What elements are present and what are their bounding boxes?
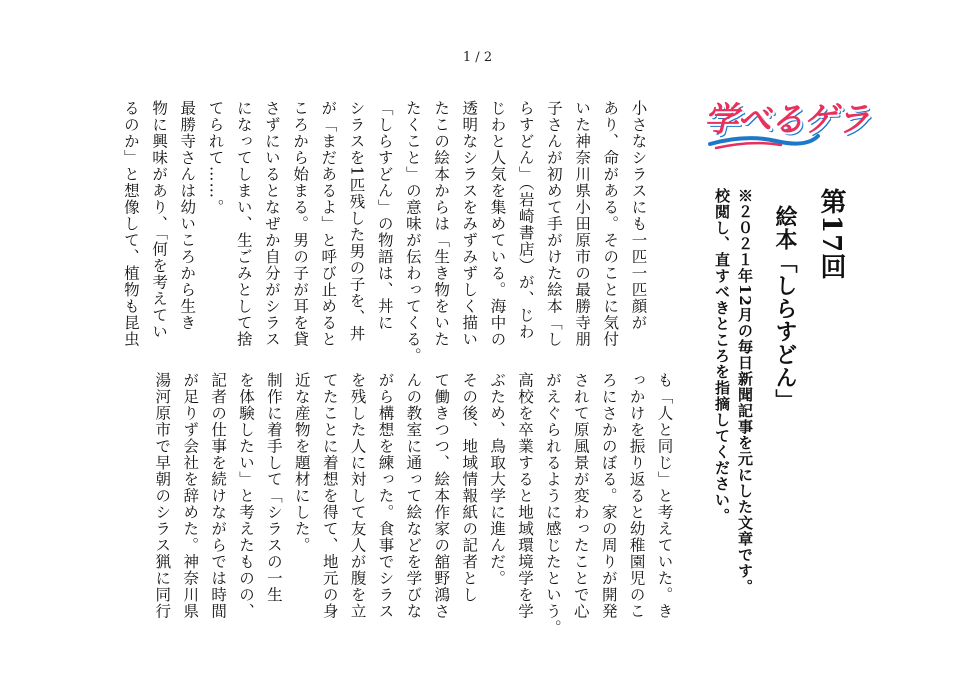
text-column: がえぐられるように感じたという。: [543, 372, 562, 636]
text-column: が「まだあるよ」と呼び止めると: [319, 100, 338, 348]
text-column: じわと人気を集めている。海中の: [488, 100, 507, 348]
text-column: その後、地域情報紙の記者とし: [460, 372, 479, 603]
text-column: っかけを振り返ると幼稚園児のこ: [627, 372, 646, 620]
text-column: 高校を卒業すると地域環境学を学: [516, 372, 534, 620]
text-column: シラスを1匹残した男の子を、丼: [347, 100, 366, 342]
text-column: ろにさかのぼる。家の周りが開発: [599, 372, 618, 620]
text-column: 物に興味があり、「何を考えてい: [150, 100, 169, 340]
text-column: 制作に着手して「シラスの一生: [264, 372, 283, 603]
text-column: たこの絵本からは「生き物をいた: [432, 100, 451, 348]
text-column: 湯河原市で早朝のシラス猟に同行: [153, 372, 172, 620]
logo-swoosh-icon: [706, 132, 821, 150]
text-column: 近な産物を題材にした。: [292, 372, 311, 554]
text-column: てたことに着想を得て、地元の身: [320, 372, 339, 620]
text-column: がら構想を練った。食事でシラス: [376, 372, 395, 620]
text-column: らすどん」（岩崎書店）が、じわ: [516, 100, 535, 340]
text-column: いた神奈川県小田原市の最勝寺朋: [573, 100, 592, 348]
instruction-note-line-1: ※２０２１年12月の毎日新聞記事を元にした文章です。: [736, 188, 754, 595]
text-column: を体験したい」と考えたものの、: [237, 372, 255, 620]
instruction-note-line-2: 校閲し、直すべきところを指摘してください。: [713, 188, 731, 524]
episode-number: 第17回: [816, 188, 846, 281]
text-column: あり、命がある。そのことに気付: [601, 100, 620, 348]
page-title: 絵本「しらすどん」: [772, 205, 798, 412]
text-column: 最勝寺さんは幼いころから生き: [178, 100, 197, 331]
text-column: されて原風景が変わったことで心: [571, 372, 590, 620]
manabeguera-logo: [700, 92, 869, 162]
text-column: てられて……。: [206, 100, 225, 216]
text-column: 記者の仕事を続けながらでは時間: [209, 372, 228, 620]
text-column: ころから始まる。男の子が耳を貸: [291, 100, 310, 348]
text-column: 「しらすどん」の物語は、丼に: [375, 100, 394, 331]
logo-text: 学べるゲラ: [704, 100, 869, 140]
text-column: 透明なシラスをみずみずしく描い: [460, 100, 479, 348]
text-column: が足りず会社を辞めた。神奈川県: [181, 372, 200, 620]
text-column: んの教室に通って絵などを学びな: [404, 372, 423, 620]
text-column: るのか」と想像して、植物も昆虫: [121, 100, 140, 348]
text-column: になってしまい、生ごみとして捨: [234, 100, 253, 348]
text-column: たくこと」の意味が伝わってくる。: [403, 100, 422, 364]
text-column: 子さんが初めて手がけた絵本「し: [544, 100, 563, 348]
text-column: さずにいるとなぜか自分がシラス: [262, 100, 281, 348]
text-column: 小さなシラスにも一匹一匹顔が: [629, 100, 648, 331]
text-column: も「人と同じ」と考えていた。き: [655, 372, 674, 620]
text-column: て働きつつ、絵本作家の舘野鴻さ: [432, 372, 451, 620]
text-column: を残した人に対して友人が腹を立: [348, 372, 367, 620]
text-column: ぶため、鳥取大学に進んだ。: [488, 372, 507, 587]
page-number: 1 / 2: [462, 50, 493, 65]
